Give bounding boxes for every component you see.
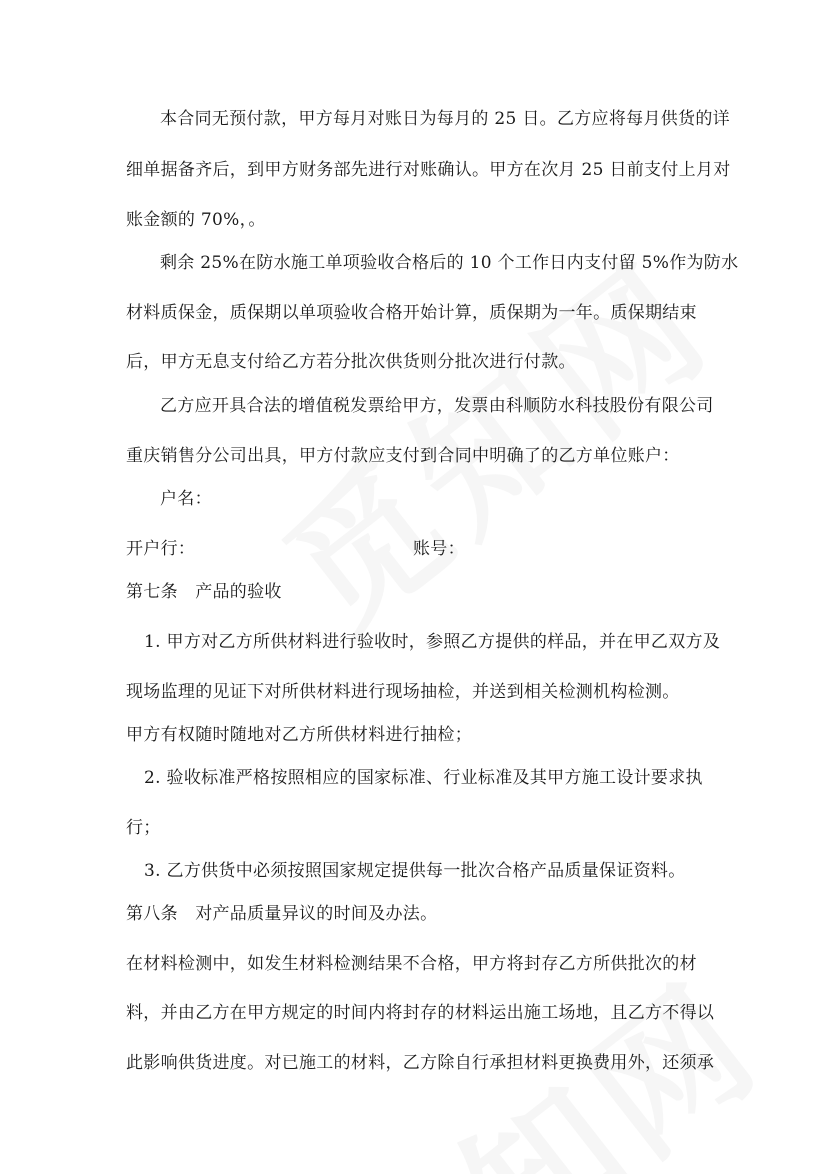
paragraph-warranty-line: 后，甲方无息支付给乙方若分批次供货则分批次进行付款。 bbox=[126, 352, 576, 372]
paragraph-payment-line: 细单据备齐后，到甲方财务部先进行对账确认。甲方在次月 25 日前支付上月对 bbox=[126, 160, 731, 180]
paragraph-warranty-line: 剩余 25%在防水施工单项验收合格后的 10 个工作日内支付留 5%作为防水 bbox=[160, 253, 739, 273]
article-8-body-line: 在材料检测中，如发生材料检测结果不合格，甲方将封存乙方所供批次的材 bbox=[126, 954, 697, 974]
paragraph-warranty-line: 材料质保金，质保期以单项验收合格开始计算，质保期为一年。质保期结束 bbox=[126, 303, 697, 323]
article-8-heading: 第八条 对产品质量异议的时间及办法。 bbox=[126, 904, 438, 924]
article-7-item-2-line: 2. 验收标准严格按照相应的国家标准、行业标准及其甲方施工设计要求执 bbox=[144, 768, 703, 788]
paragraph-invoice-line: 乙方应开具合法的增值税发票给甲方，发票由科顺防水科技股份有限公司 bbox=[160, 396, 714, 416]
paragraph-payment-line: 账金额的 70%，。 bbox=[126, 210, 266, 230]
article-8-body-line: 此影响供货进度。对已施工的材料，乙方除自行承担材料更换费用外，还须承 bbox=[126, 1053, 715, 1073]
article-8-body-line: 料，并由乙方在甲方规定的时间内将封存的材料运出施工场地，且乙方不得以 bbox=[126, 1003, 715, 1023]
article-7-item-1-line: 现场监理的见证下对所供材料进行现场抽检，并送到相关检测机构检测。 bbox=[126, 682, 680, 702]
paragraph-payment-line: 本合同无预付款，甲方每月对账日为每月的 25 日。乙方应将每月供货的详 bbox=[160, 109, 730, 129]
account-name-label: 户名： bbox=[160, 489, 212, 509]
article-7-heading: 第七条 产品的验收 bbox=[126, 582, 282, 602]
article-7-item-2-line: 行； bbox=[126, 818, 161, 838]
article-7-item-1-line: 甲方有权随时随地对乙方所供材料进行抽检； bbox=[126, 725, 472, 745]
article-7-item-1-line: 1. 甲方对乙方所供材料进行验收时，参照乙方提供的样品，并在甲乙双方及 bbox=[144, 632, 721, 652]
paragraph-invoice-line: 重庆销售分公司出具，甲方付款应支付到合同中明确了的乙方单位账户： bbox=[126, 446, 680, 466]
article-7-item-3-line: 3. 乙方供货中必须按照国家规定提供每一批次合格产品质量保证资料。 bbox=[144, 861, 686, 881]
account-number-label: 账号： bbox=[413, 539, 465, 559]
bank-label: 开户行： bbox=[126, 539, 196, 559]
